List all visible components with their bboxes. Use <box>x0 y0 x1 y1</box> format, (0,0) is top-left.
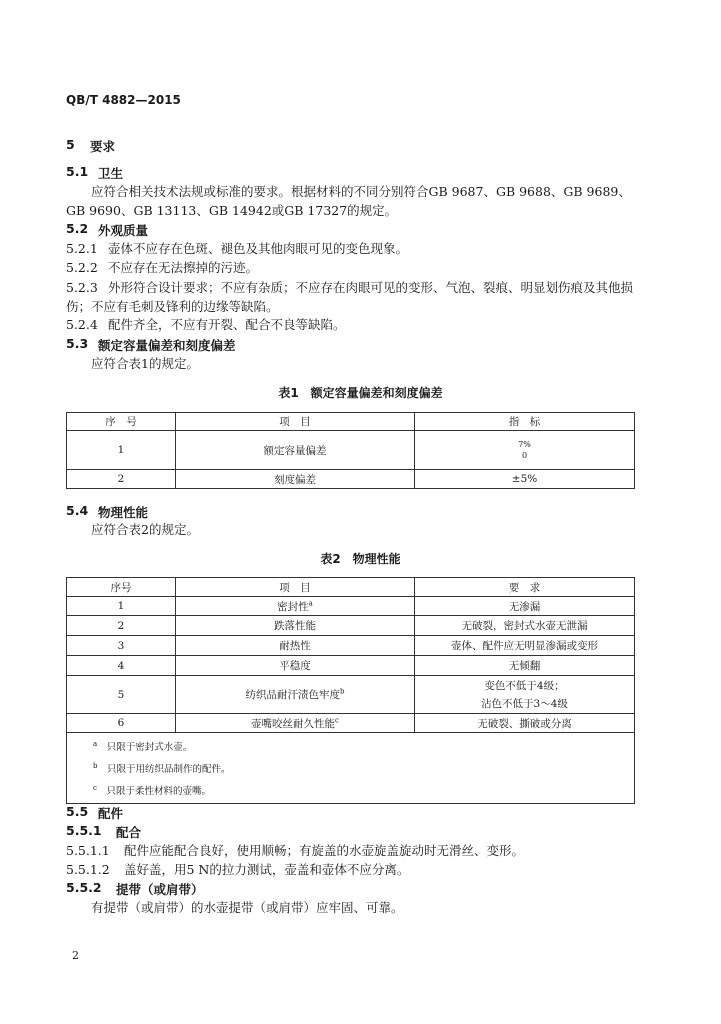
footnote-text: 只限于柔性材料的壶嘴。 <box>106 786 211 798</box>
standard-number: QB/T 4882—2015 <box>66 93 181 107</box>
table2-cell-req: 无倾翻 <box>415 656 635 676</box>
table2-cell-no: 6 <box>67 714 176 733</box>
footnote-text: 只限于用纺织品制作的配件。 <box>107 764 231 776</box>
table-row <box>67 636 635 656</box>
item-5-2-3 <box>66 278 636 316</box>
item-5-2-1-text: 壶体不应存在色斑、褪色及其他肉眼可见的变色现象。 <box>108 241 409 256</box>
table2-footnotes-row <box>67 733 635 804</box>
table2-cell-item: 耐热性 <box>176 636 415 656</box>
table1-header-row <box>67 413 635 431</box>
item-5-2-2-text: 不应存在无法擦掉的污迹。 <box>108 260 259 275</box>
table2-cell-item <box>176 597 415 616</box>
table2-cell-req: 壶体、配件应无明显渗漏或变形 <box>415 636 635 656</box>
section-5-2-title: 外观质量 <box>98 223 149 238</box>
item-5-2-1-number: 5.2.1 <box>66 241 98 256</box>
table2-cell-no: 3 <box>67 636 176 656</box>
table-row <box>67 616 635 636</box>
table2-cell-item <box>176 676 415 714</box>
table2-cell-no: 1 <box>67 597 176 616</box>
section-5-5-title: 配件 <box>98 806 124 821</box>
table2-header-item: 项 目 <box>176 578 415 597</box>
table2-item-text: 密封性 <box>277 600 309 613</box>
section-5-3-paragraph: 应符合表1的规定。 <box>91 356 199 371</box>
item-5-5-1-1-text: 配件应能配合良好，使用顺畅；有旋盖的水壶旋盖旋动时无滑丝、变形。 <box>124 843 525 858</box>
footnote-mark: b <box>93 762 98 771</box>
table1-header-no: 序 号 <box>67 413 176 431</box>
footnote-ref: c <box>335 716 339 724</box>
table2-item-text: 壶嘴咬丝耐久性能 <box>251 717 336 730</box>
footnote-ref: a <box>308 599 313 607</box>
table1-cell-value: ±5% <box>415 470 635 489</box>
table2-cell-item <box>176 714 415 733</box>
table1-caption: 表1 额定容量偏差和刻度偏差 <box>278 386 443 400</box>
table2-req-line-2: 沾色不低于3～4级 <box>481 697 568 710</box>
item-5-2-3-text: 外形符合设计要求；不应有杂质；不应存在肉眼可见的变形、气泡、裂痕、明显划伤痕及其他损伤；不应有毛刺及锋利的边缘等缺陷。 <box>66 280 634 314</box>
section-5-1-number: 5.1 <box>66 164 89 179</box>
footnote-c <box>93 779 634 801</box>
section-5-5-1-number: 5.5.1 <box>66 823 102 838</box>
footnote-text: 只限于密封式水壶。 <box>106 742 193 754</box>
section-5-5-number: 5.5 <box>66 804 89 819</box>
table1-cell-no: 1 <box>67 431 176 470</box>
table2-footnotes <box>67 733 635 804</box>
section-5-title: 要求 <box>90 139 116 154</box>
section-5-5-2-paragraph: 有提带（或肩带）的水壶提带（或肩带）应牢固、可靠。 <box>91 900 404 915</box>
table2-item-text: 纺织品耐汗渍色牢度 <box>245 689 340 701</box>
table-row <box>67 431 635 470</box>
footnote-b <box>93 757 634 779</box>
section-5-5-1-title: 配合 <box>116 825 142 840</box>
table2-header-req: 要 求 <box>415 578 635 597</box>
item-5-5-1-1-number: 5.5.1.1 <box>66 843 110 858</box>
footnote-mark: a <box>93 740 98 748</box>
table1-cell-no: 2 <box>67 470 176 489</box>
table2-header-no: 序号 <box>67 578 176 597</box>
item-5-5-1-2-number: 5.5.1.2 <box>66 862 110 877</box>
footnote-mark: c <box>93 784 97 793</box>
table2-caption: 表2 物理性能 <box>320 552 401 566</box>
footnote-ref: b <box>340 687 345 696</box>
section-5-3-number: 5.3 <box>66 336 89 351</box>
item-5-2-3-number: 5.2.3 <box>66 280 98 295</box>
section-5-2-number: 5.2 <box>66 221 89 236</box>
table2-cell-no: 5 <box>67 676 176 714</box>
table2-header-row <box>67 578 635 597</box>
section-5-1-title: 卫生 <box>98 166 124 181</box>
table-row <box>67 714 635 733</box>
table2-cell-req: 无破裂，密封式水壶无泄漏 <box>415 616 635 636</box>
item-5-2-4-text: 配件齐全，不应有开裂、配合不良等缺陷。 <box>108 317 346 332</box>
table1-value-bottom: 0 <box>521 451 528 460</box>
section-5-number: 5 <box>66 137 75 152</box>
table-row <box>67 470 635 489</box>
item-5-5-1-2-text: 盖好盖，用5 N的拉力测试，壶盖和壶体不应分离。 <box>124 862 410 877</box>
table1 <box>66 412 635 489</box>
table2-cell-item: 平稳度 <box>176 656 415 676</box>
item-5-2-2-number: 5.2.2 <box>66 260 98 275</box>
table-row <box>67 676 635 714</box>
table-row <box>67 597 635 616</box>
table1-cell-item: 额定容量偏差 <box>176 431 415 470</box>
section-5-4-title: 物理性能 <box>98 505 149 520</box>
page-number: 2 <box>72 949 79 962</box>
table1-cell-item: 刻度偏差 <box>176 470 415 489</box>
table1-cell-value <box>415 431 635 470</box>
table2-req-line-1: 变色不低于4级； <box>484 679 565 692</box>
table2-cell-item: 跌落性能 <box>176 616 415 636</box>
table2-cell-no: 4 <box>67 656 176 676</box>
table1-value-top: 7% <box>518 440 531 449</box>
table1-header-value: 指 标 <box>415 413 635 431</box>
section-5-1-paragraph: 应符合相关技术法规或标准的要求。根据材料的不同分别符合GB 9687、GB 9688、GB 9689、GB 9690、GB 13113、GB 14942或GB 17327的规定。 <box>66 184 631 218</box>
table2 <box>66 577 635 804</box>
table2-cell-req <box>415 676 635 714</box>
table2-cell-no: 2 <box>67 616 176 636</box>
section-5-4-paragraph: 应符合表2的规定。 <box>91 522 199 537</box>
item-5-2-4-number: 5.2.4 <box>66 317 98 332</box>
table2-cell-req: 无破裂、撕破或分离 <box>415 714 635 733</box>
section-5-4-number: 5.4 <box>66 503 89 518</box>
section-5-3-title: 额定容量偏差和刻度偏差 <box>98 338 236 353</box>
table2-cell-req: 无渗漏 <box>415 597 635 616</box>
table-row <box>67 656 635 676</box>
table1-header-item: 项 目 <box>176 413 415 431</box>
section-5-5-2-number: 5.5.2 <box>66 880 102 895</box>
footnote-a <box>93 735 634 757</box>
section-5-5-2-title: 提带（或肩带） <box>116 882 204 897</box>
